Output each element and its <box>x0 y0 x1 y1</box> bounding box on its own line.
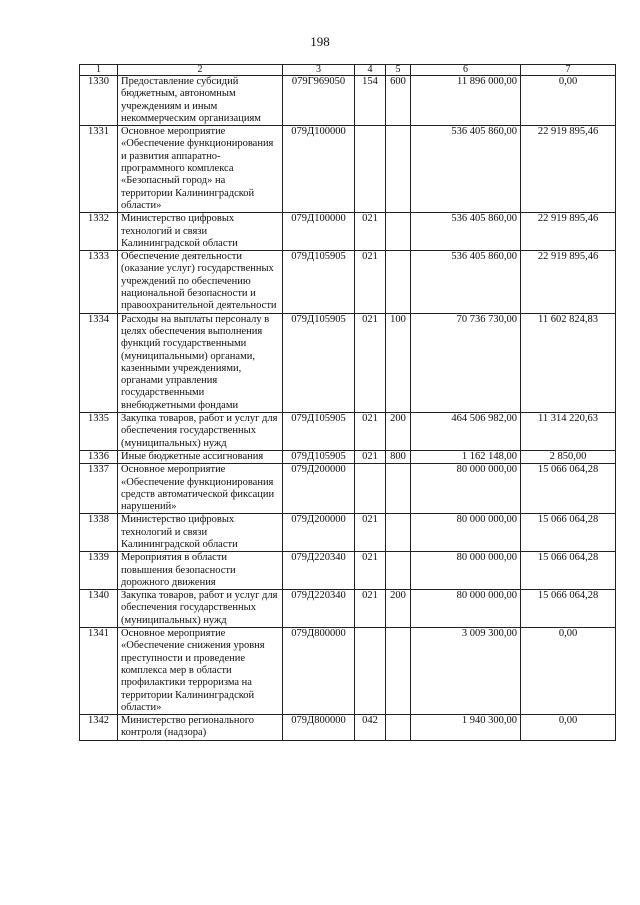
row-amount: 1 162 148,00 <box>411 450 521 463</box>
row-number: 1342 <box>80 715 118 741</box>
row-name: Министерство цифровых технологий и связи Калининградской области <box>118 213 283 251</box>
row-col4: 021 <box>355 552 386 590</box>
row-amount: 536 405 860,00 <box>411 126 521 213</box>
row-col5: 100 <box>386 313 411 412</box>
column-header: 1 <box>80 65 118 76</box>
row-code: 079Д220340 <box>283 552 355 590</box>
row-name: Иные бюджетные ассигнования <box>118 450 283 463</box>
table-row <box>80 464 616 514</box>
column-header: 3 <box>283 65 355 76</box>
row-amount: 70 736 730,00 <box>411 313 521 412</box>
row-col4 <box>355 126 386 213</box>
row-code: 079Д105905 <box>283 413 355 451</box>
row-executed: 15 066 064,28 <box>521 552 616 590</box>
row-code: 079Д800000 <box>283 715 355 741</box>
page-number: 198 <box>310 34 330 49</box>
row-name: Закупка товаров, работ и услуг для обеспечения государственных (муниципальных) нужд <box>118 413 283 451</box>
row-number: 1333 <box>80 251 118 313</box>
row-col4: 042 <box>355 715 386 741</box>
row-col5: 600 <box>386 76 411 126</box>
row-name: Предоставление субсидий бюджетным, автономным учреждениям и иным некоммерческим организациям <box>118 76 283 126</box>
row-name: Министерство цифровых технологий и связи Калининградской области <box>118 514 283 552</box>
budget-table <box>79 64 616 741</box>
row-number: 1340 <box>80 590 118 628</box>
row-executed: 11 602 824,83 <box>521 313 616 412</box>
row-amount: 3 009 300,00 <box>411 628 521 715</box>
row-code: 079Д100000 <box>283 213 355 251</box>
table-row <box>80 715 616 741</box>
row-amount: 536 405 860,00 <box>411 251 521 313</box>
table-row <box>80 514 616 552</box>
row-code: 079Д105905 <box>283 313 355 412</box>
row-col4: 154 <box>355 76 386 126</box>
row-number: 1331 <box>80 126 118 213</box>
row-name: Обеспечение деятельности (оказание услуг) государственных учреждений по обеспечению национальной безопасности и правоохранительной деятельности <box>118 251 283 313</box>
row-amount: 1 940 300,00 <box>411 715 521 741</box>
row-name: Мероприятия в области повышения безопасности дорожного движения <box>118 552 283 590</box>
row-executed: 15 066 064,28 <box>521 590 616 628</box>
row-col4: 021 <box>355 413 386 451</box>
row-number: 1336 <box>80 450 118 463</box>
row-col5 <box>386 213 411 251</box>
row-executed: 0,00 <box>521 76 616 126</box>
row-code: 079Д800000 <box>283 628 355 715</box>
row-amount: 464 506 982,00 <box>411 413 521 451</box>
row-col5 <box>386 464 411 514</box>
column-header: 5 <box>386 65 411 76</box>
row-executed: 0,00 <box>521 715 616 741</box>
row-executed: 11 314 220,63 <box>521 413 616 451</box>
table-row <box>80 590 616 628</box>
table-row <box>80 450 616 463</box>
row-name: Министерство регионального контроля (надзора) <box>118 715 283 741</box>
row-col4 <box>355 464 386 514</box>
row-code: 079Д105905 <box>283 251 355 313</box>
row-amount: 80 000 000,00 <box>411 464 521 514</box>
row-number: 1332 <box>80 213 118 251</box>
row-number: 1330 <box>80 76 118 126</box>
row-name: Основное мероприятие «Обеспечение снижения уровня преступности и проведение комплекса мер в области профилактики терроризма на территории Калининградской области» <box>118 628 283 715</box>
row-col5 <box>386 628 411 715</box>
row-col4: 021 <box>355 313 386 412</box>
row-col4: 021 <box>355 590 386 628</box>
row-amount: 80 000 000,00 <box>411 514 521 552</box>
row-col4: 021 <box>355 514 386 552</box>
row-col5 <box>386 715 411 741</box>
row-col5: 200 <box>386 413 411 451</box>
row-amount: 536 405 860,00 <box>411 213 521 251</box>
table-row <box>80 413 616 451</box>
table-row <box>80 126 616 213</box>
row-col5 <box>386 251 411 313</box>
row-code: 079Д100000 <box>283 126 355 213</box>
table-row <box>80 552 616 590</box>
row-code: 079Д200000 <box>283 514 355 552</box>
row-number: 1335 <box>80 413 118 451</box>
row-name: Закупка товаров, работ и услуг для обеспечения государственных (муниципальных) нужд <box>118 590 283 628</box>
row-code: 079Г969050 <box>283 76 355 126</box>
row-col5 <box>386 514 411 552</box>
row-number: 1334 <box>80 313 118 412</box>
row-number: 1339 <box>80 552 118 590</box>
table-row <box>80 628 616 715</box>
column-header: 2 <box>118 65 283 76</box>
column-header: 6 <box>411 65 521 76</box>
row-name: Основное мероприятие «Обеспечение функционирования средств автоматической фиксации нарушений» <box>118 464 283 514</box>
row-col5: 200 <box>386 590 411 628</box>
column-header: 7 <box>521 65 616 76</box>
row-col5: 800 <box>386 450 411 463</box>
row-executed: 22 919 895,46 <box>521 213 616 251</box>
table-row <box>80 213 616 251</box>
row-name: Основное мероприятие «Обеспечение функционирования и развития аппаратно-программного комплекса «Безопасный город» на территории Калининградской области» <box>118 126 283 213</box>
row-amount: 11 896 000,00 <box>411 76 521 126</box>
row-col5 <box>386 552 411 590</box>
column-header: 4 <box>355 65 386 76</box>
table-row <box>80 251 616 313</box>
row-code: 079Д220340 <box>283 590 355 628</box>
row-number: 1337 <box>80 464 118 514</box>
table-row <box>80 313 616 412</box>
row-executed: 0,00 <box>521 628 616 715</box>
row-executed: 2 850,00 <box>521 450 616 463</box>
row-col4: 021 <box>355 450 386 463</box>
row-name: Расходы на выплаты персоналу в целях обеспечения выполнения функций государственными (муниципальными) органами, казенными учреждениями, органами управления государственными внебюджетными фондами <box>118 313 283 412</box>
row-code: 079Д200000 <box>283 464 355 514</box>
row-executed: 15 066 064,28 <box>521 464 616 514</box>
row-amount: 80 000 000,00 <box>411 590 521 628</box>
row-code: 079Д105905 <box>283 450 355 463</box>
row-executed: 15 066 064,28 <box>521 514 616 552</box>
row-executed: 22 919 895,46 <box>521 251 616 313</box>
row-col4: 021 <box>355 213 386 251</box>
row-amount: 80 000 000,00 <box>411 552 521 590</box>
header-row <box>80 65 616 76</box>
row-number: 1341 <box>80 628 118 715</box>
row-col5 <box>386 126 411 213</box>
table-row <box>80 76 616 126</box>
row-executed: 22 919 895,46 <box>521 126 616 213</box>
row-col4 <box>355 628 386 715</box>
row-col4: 021 <box>355 251 386 313</box>
row-number: 1338 <box>80 514 118 552</box>
